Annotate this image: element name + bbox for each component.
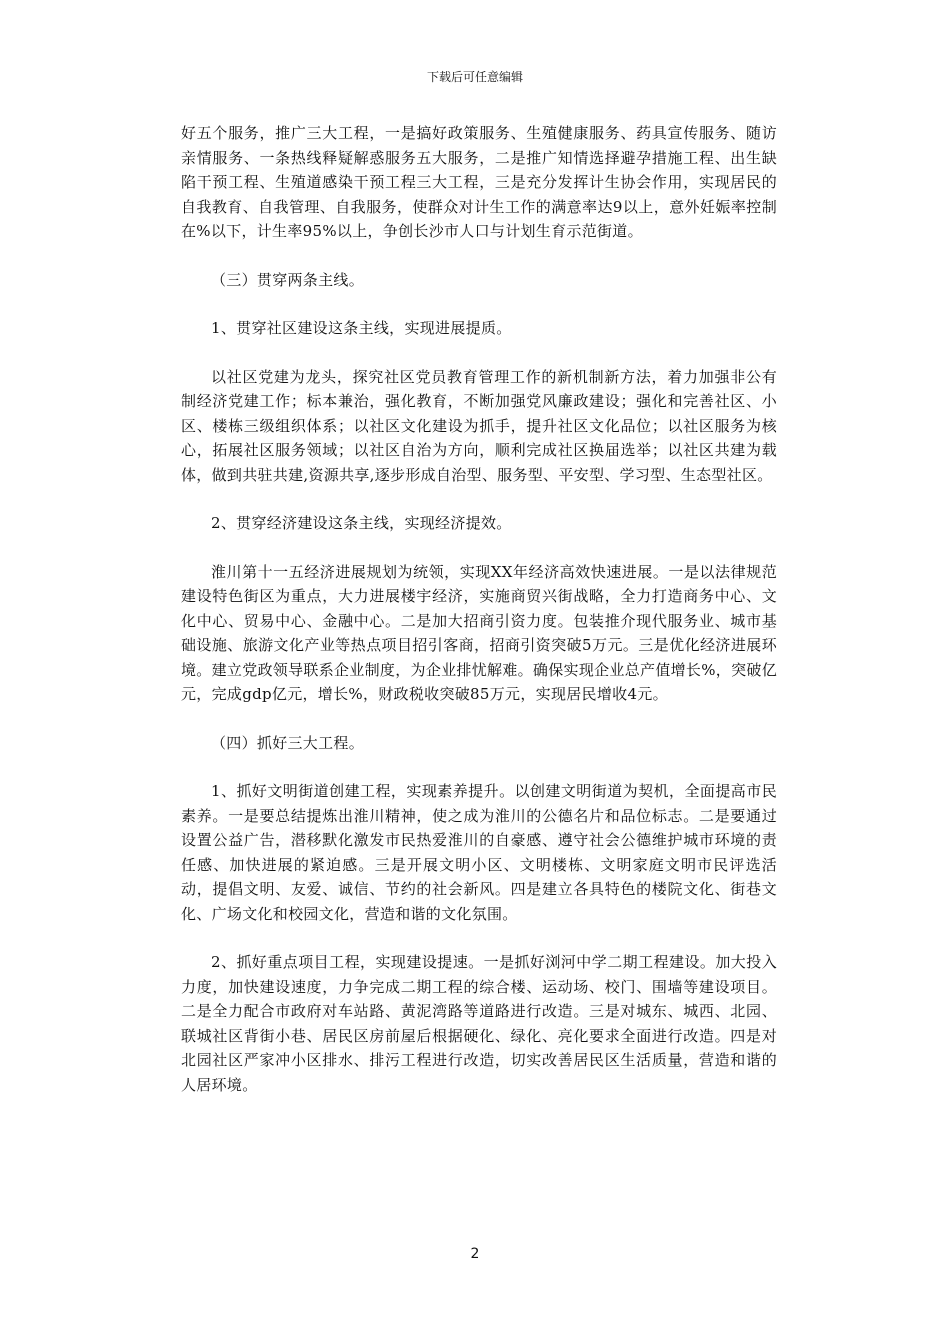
paragraph-continued-services: 好五个服务，推广三大工程，一是搞好政策服务、生殖健康服务、药具宣传服务、随访亲情服务、一条热线释疑解惑服务五大服务，二是推广知情选择避孕措施工程、出生缺陷干预工程、生殖道感染干预工程三大工程，三是充分发挥计生协会作用，实现居民的自我教育、自我管理、自我服务，使群众对计生工作的满意率达9以上，意外妊娠率控制在%以下，计生率95%以上，争创长沙市人口与计划生育示范街道。 bbox=[181, 124, 777, 240]
paragraph-economic-building: 淮川第十一五经济进展规划为统领，实现XX年经济高效快速进展。一是以法律规范建设特色街区为重点，大力进展楼宇经济，实施商贸兴街战略，全力打造商务中心、文化中心、贸易中心、金融中心。二是加大招商引资力度。包装推介现代服务业、城市基础设施、旅游文化产业等热点项目招引客商，招商引资突破5万元。三是优化经济进展环境。建立党政领导联系企业制度，为企业排忧解难。确保实现企业总产值增长%，突破亿元，完成gdp亿元，增长%，财政税收突破85万元，实现居民增收4元。 bbox=[181, 562, 777, 703]
paragraph-community-building: 以社区党建为龙头，探究社区党员教育管理工作的新机制新方法，着力加强非公有制经济党建工作；标本兼治，强化教育，不断加强党风廉政建设；强化和完善社区、小区、楼栋三级组织体系；以社区文化建设为抓手，提升社区文化品位；以社区服务为核心，拓展社区服务领域；以社区自治为方向，顺利完成社区换届选举；以社区共建为载体，做到共驻共建,资源共享,逐步形成自治型、服务型、平安型、学习型、生态型社区。 bbox=[181, 367, 777, 484]
page-number: 2 bbox=[470, 1246, 480, 1262]
subheading-community-mainline: 1、贯穿社区建设这条主线，实现进展提质。 bbox=[211, 319, 512, 337]
paragraph-key-projects: 2、抓好重点项目工程，实现建设提速。一是抓好浏河中学二期工程建设。加大投入力度，加快建设速度，力争完成二期工程的综合楼、运动场、校门、围墙等建设项目。二是全力配合市政府对车站路、黄泥湾路等道路进行改造。三是对城东、城西、北园、联城社区背街小巷、居民区房前屋后根据硬化、绿化、亮化要求全面进行改造。四是对北园社区严家冲小区排水、排污工程进行改造，切实改善居民区生活质量，营造和谐的人居环境。 bbox=[181, 953, 777, 1094]
page-header: 下载后可任意编辑 bbox=[426, 70, 523, 84]
section-heading-four: （四）抓好三大工程。 bbox=[211, 733, 365, 752]
paragraph-civilized-street: 1、抓好文明街道创建工程，实现素养提升。以创建文明街道为契机，全面提高市民素养。一是要总结提炼出淮川精神，使之成为淮川的公德名片和品位标志。二是要通过设置公益广告，潜移默化激发市民热爱淮川的自豪感、遵守社会公德维护城市环境的责任感、加快进展的紧迫感。三是开展文明小区、文明楼栋、文明家庭文明市民评选活动，提倡文明、友爱、诚信、节约的社会新风。四是建立各具特色的楼院文化、街巷文化、广场文化和校园文化，营造和谐的文化氛围。 bbox=[181, 782, 777, 923]
subheading-economic-mainline: 2、贯穿经济建设这条主线，实现经济提效。 bbox=[211, 514, 512, 532]
section-heading-three: （三）贯穿两条主线。 bbox=[211, 270, 365, 289]
document-body bbox=[181, 121, 777, 1121]
